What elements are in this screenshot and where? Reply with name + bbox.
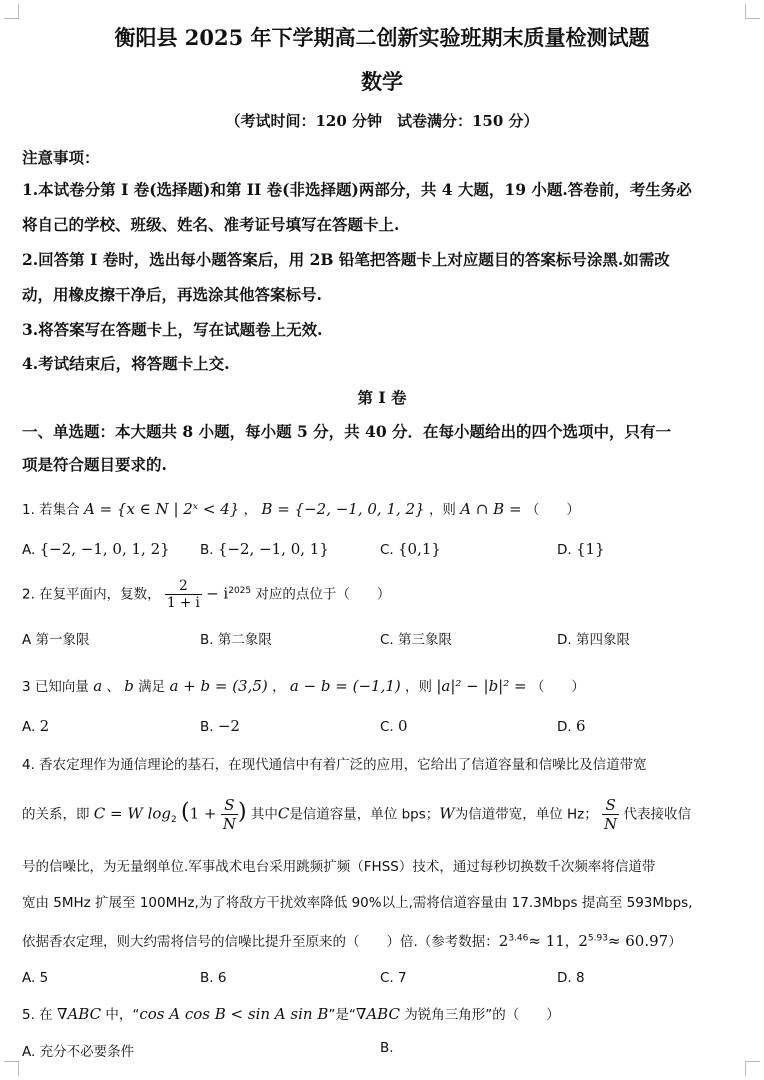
q2-minus-i: − i: [206, 584, 229, 603]
q5-triangle-2: ∇ABC: [355, 1005, 400, 1023]
exam-info: （考试时间：120 分钟 试卷满分：150 分）: [225, 112, 539, 130]
note-1-line-1: 1.本试卷分第 I 卷(选择题)和第 II 卷(非选择题)两部分，共 4 大题，19 小题.答卷前，考生务必: [22, 180, 692, 199]
q4-line-4: 宽由 5MHz 扩展至 100MHz,为了将敌方干扰效率降低 90%以上,需将信道容量由 17.3Mbps 提高至 593Mbps,: [22, 895, 693, 911]
q4-formula: C = W log: [93, 804, 171, 823]
question-1: [22, 498, 742, 518]
notes-heading: 注意事项：: [22, 148, 100, 167]
q2-option-b[interactable]: B. 第二象限: [200, 632, 272, 648]
crop-mark-top-right: [745, 4, 760, 19]
q1-option-d[interactable]: D. {1}: [557, 540, 605, 558]
q4-ref-2: 2: [578, 932, 588, 950]
q4-line-2-c: 是信道容量，单位 bps；: [289, 806, 440, 823]
q4-paren-open: (: [181, 799, 190, 825]
q1-option-a[interactable]: A. {−2, −1, 0, 1, 2}: [22, 540, 170, 558]
q3-option-b[interactable]: B. −2: [200, 717, 240, 735]
q4-paren-close: ): [237, 799, 247, 825]
q5-triangle-1: ∇ABC: [56, 1005, 102, 1023]
exam-title: 衡阳县 2025 年下学期高二创新实验班期末质量检测试题: [114, 25, 650, 50]
q4-line-5-a: 依据香农定理，则大约需将信号的信噪比提升至原来的（ ）倍.（参考数据：: [22, 934, 499, 950]
q3-cond-2: a − b = (−1,1): [289, 677, 401, 695]
q2-option-a[interactable]: A 第一象限: [22, 632, 90, 648]
crop-mark-bottom-right: [745, 1061, 760, 1076]
q1-prefix: 1. 若集合: [22, 502, 80, 518]
q4-ref-2-val: ≈ 60.97: [607, 932, 669, 950]
q2-fraction: $\frac{2}{1 + i}$: [166, 578, 200, 611]
q4-line-2-b: 其中: [250, 806, 278, 823]
q4-ref-sep: ，: [564, 934, 579, 950]
q1-set-a: A = {x ∈ N | 2ˣ < 4}: [83, 500, 240, 518]
q4-line-1: 4. 香农定理作为通信理论的基石，在现代通信中有着广泛的应用，它给出了信道容量和信噪比及信道带宽: [22, 757, 647, 773]
exam-subject: 数学: [361, 69, 403, 94]
q3-sep: 、: [106, 679, 120, 695]
q3-option-d[interactable]: D. 6: [557, 717, 586, 735]
q1-expr: A ∩ B =: [460, 500, 522, 518]
q4-option-d[interactable]: D. 8: [557, 970, 585, 986]
q4-var-w: W: [439, 804, 455, 823]
q1-suffix: ，则: [428, 502, 456, 518]
q4-line-2-e: 代表接收信: [623, 806, 691, 823]
q4-option-b[interactable]: B. 6: [200, 970, 227, 986]
volume-heading: 第 I 卷: [357, 388, 407, 407]
q4-option-c[interactable]: C. 7: [380, 970, 407, 986]
q3-comma: ，: [272, 679, 286, 695]
q2-suffix: 对应的点位于（ ）: [255, 586, 391, 603]
q3-blank: （ ）: [530, 679, 585, 695]
q4-ref-2-exp: 5.93: [587, 933, 608, 944]
note-4: 4.考试结束后，将答题卡上交.: [22, 354, 230, 373]
q2-option-d[interactable]: D. 第四象限: [557, 632, 630, 648]
question-2: [22, 578, 742, 611]
q2-exponent: 2025: [228, 586, 252, 596]
q1-blank: （ ）: [525, 502, 580, 518]
q1-option-b[interactable]: B. {−2, −1, 0, 1}: [200, 540, 329, 558]
q3-vector-b: b: [124, 677, 134, 695]
note-2-line-1: 2.回答第 I 卷时，选出每小题答案后，用 2B 铅笔把答题卡上对应题目的答案标号涂黑.如需改: [22, 250, 670, 269]
q4-line-2: [22, 796, 742, 833]
q2-prefix: 2. 在复平面内，复数，: [22, 586, 161, 603]
q2-option-c[interactable]: C. 第三象限: [380, 632, 453, 648]
question-5: [22, 1003, 742, 1023]
q4-snr-fraction: $\frac{S}{N}$: [222, 796, 236, 833]
q5-option-b[interactable]: B.: [380, 1040, 394, 1056]
q4-line-2-d: 为信道带宽，单位 Hz；: [454, 806, 598, 823]
q3-option-a[interactable]: A. 2: [22, 717, 50, 735]
q4-line-3: 号的信噪比，为无量纲单位.军事战术电台采用跳频扩频（FHSS）技术，通过每秒切换数千次频率将信道带: [22, 859, 656, 875]
q1-option-c[interactable]: C. {0,1}: [380, 540, 441, 558]
crop-mark-bottom-left: [4, 1061, 19, 1076]
note-1-line-2: 将自己的学校、班级、姓名、准考证号填写在答题卡上.: [22, 215, 400, 234]
part1-line-2: 项是符合题目要求的.: [22, 455, 167, 474]
q4-ref-1-val: ≈ 11: [528, 932, 565, 950]
q3-vector-a: a: [93, 677, 103, 695]
q5-option-a[interactable]: A. 充分不必要条件: [22, 1044, 135, 1060]
q5-condition: cos A cos B < sin A sin B: [139, 1005, 329, 1023]
q3-option-c[interactable]: C. 0: [380, 717, 408, 735]
q5-mid-2: ”是“: [328, 1007, 356, 1023]
crop-mark-top-left: [4, 4, 19, 19]
q4-var-c: C: [277, 804, 290, 823]
note-2-line-2: 动，用橡皮擦干净后，再选涂其他答案标号.: [22, 285, 322, 304]
q3-ask: ，则: [405, 679, 433, 695]
q4-line-2-a: 的关系，即: [22, 806, 90, 823]
q3-cond-label: 满足: [138, 679, 166, 695]
q4-option-a[interactable]: A. 5: [22, 970, 49, 986]
q4-ref-1: 2: [498, 932, 509, 950]
q3-cond-1: a + b = (3,5): [169, 677, 268, 695]
q5-suffix: 为锐角三角形”的（ ）: [404, 1007, 560, 1023]
q3-prefix: 3 已知向量: [22, 679, 89, 695]
q4-ref-1-exp: 3.46: [508, 933, 529, 944]
note-3: 3.将答案写在答题卡上，写在试题卷上无效.: [22, 320, 323, 339]
q5-mid-1: 中，“: [105, 1007, 140, 1023]
q4-paren-inner: 1 +: [189, 804, 217, 823]
q3-expr: |a|² − |b|² =: [436, 677, 527, 695]
q1-set-b: B = {−2, −1, 0, 1, 2}: [261, 500, 425, 518]
q5-prefix: 5. 在: [22, 1007, 53, 1023]
q4-formula-sub: 2: [171, 815, 177, 826]
part1-line-1: 一、单选题：本大题共 8 小题，每小题 5 分，共 40 分．在每小题给出的四个选项中，只有一: [22, 422, 672, 441]
question-3: [22, 675, 742, 695]
q4-snr-fraction-2: $\frac{S}{N}$: [604, 796, 618, 833]
q4-line-5: [22, 930, 742, 950]
q1-comma: ，: [243, 502, 258, 518]
q4-line-5-end: ）: [668, 934, 682, 950]
